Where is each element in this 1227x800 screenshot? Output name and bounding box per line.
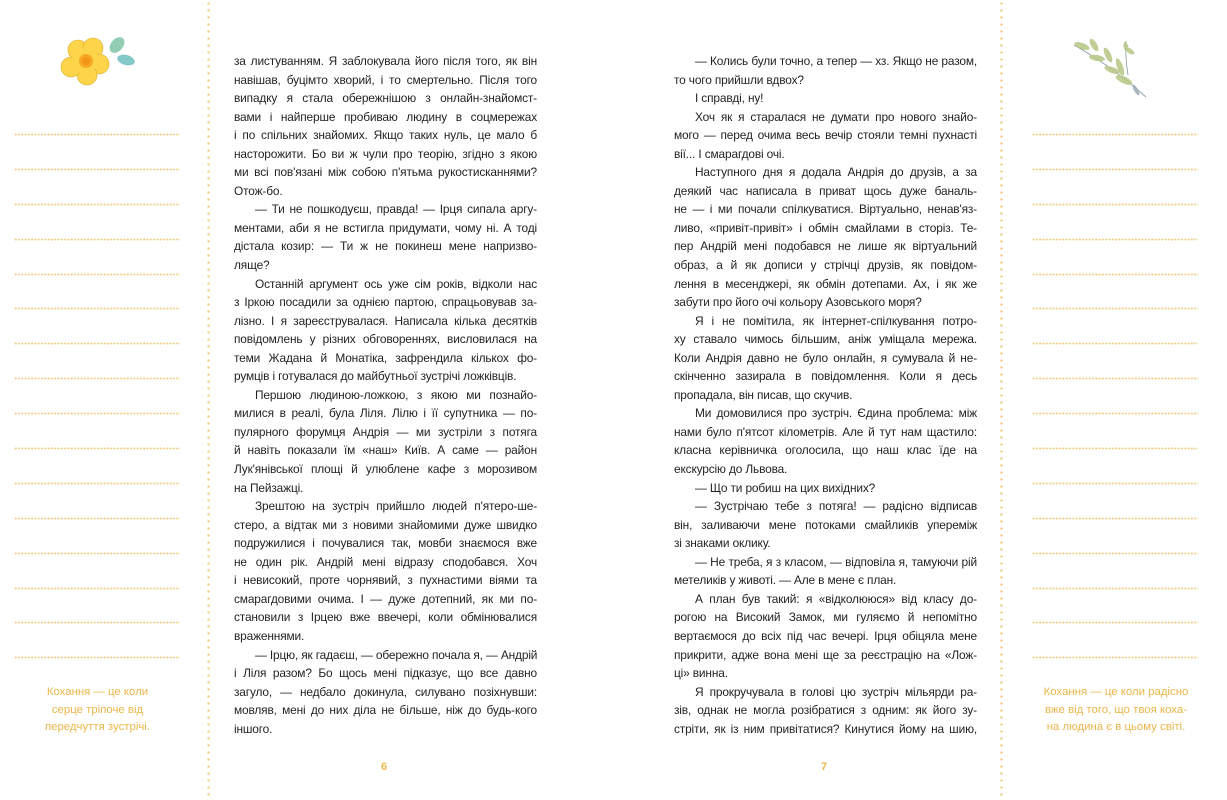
text-line: — Зустрічаю тебе з потяга! — радісно відписав bbox=[695, 499, 977, 514]
dotted-rule bbox=[1032, 656, 1198, 659]
text-line: за листуванням. Я заблокувала його після того, як він bbox=[234, 54, 537, 68]
page-number-left: 6 bbox=[381, 761, 388, 773]
text-line: Зрештою на зустріч прийшло людей п'ятеро-ше- bbox=[255, 499, 537, 514]
text-line: нами було п'ятсот кілометрів. Але й тут нам щастило: bbox=[674, 424, 977, 439]
text-line: — Ти не пошкодуєш, правда! — Ірця сипала аргу- bbox=[255, 202, 537, 217]
green-sprig-icon bbox=[1070, 35, 1155, 100]
text-line: Хоч як я старалася не думати про нового знайо- bbox=[695, 109, 977, 124]
text-line: стеро, а відтак ми з новими знайомими дуже швидко bbox=[234, 517, 537, 532]
text-line: й навіть показали їм «наш» Київ. А саме — район bbox=[234, 443, 537, 458]
text-line: навішав, буцімто хворий, і то смертельно. Після того bbox=[234, 72, 537, 87]
text-line: пропадала, він писав, що скучив. bbox=[674, 387, 853, 402]
text-line: ці» винна. bbox=[674, 666, 728, 681]
text-line: рогою на Високий Замок, ми гуляємо й непомітно bbox=[674, 610, 977, 625]
dotted-rule bbox=[1032, 587, 1198, 590]
dotted-rule bbox=[1032, 552, 1198, 555]
dotted-rule bbox=[1032, 168, 1198, 171]
text-line: — Ірцю, як гадаєш, — обережно почала я, — Андрій bbox=[255, 647, 537, 662]
text-line: не — і ми почали спілкуватися. Віртуально, ненав'яз- bbox=[674, 202, 977, 217]
text-line: Отож-бо. bbox=[234, 183, 283, 198]
text-line: румців і готувалася до майбутньої зустрічі ложківців. bbox=[234, 369, 517, 384]
text-line: на Пейзажці. bbox=[234, 480, 304, 495]
text-line: подружилися і почувалися так, мовби знаємося вже bbox=[234, 536, 537, 551]
quote-line: Кохання — це коли bbox=[46, 686, 149, 698]
text-line: класна керівничка оголосила, що наш клас їде на bbox=[674, 443, 977, 458]
text-line: ми всі пов'язані між собою п'ятьма рукостисканнями? bbox=[234, 165, 537, 180]
quote-line: Кохання — це коли радісно bbox=[1043, 686, 1189, 698]
text-line: загуло, — недбало докинула, силувано позіхнувши: bbox=[234, 684, 537, 699]
dotted-rule bbox=[1032, 203, 1198, 206]
text-line: образ, а й як дописи у стрічці друзів, як повідом- bbox=[674, 258, 977, 273]
margin-quote-right bbox=[1026, 684, 1206, 737]
quote-line: передчуття зустрічі. bbox=[44, 721, 151, 734]
text-line: вії... І смарагдові очі. bbox=[674, 146, 785, 161]
dotted-rule bbox=[1032, 307, 1198, 310]
text-line: випадку я стала обережнішою з онлайн-знайомст- bbox=[234, 91, 537, 106]
text-line: Коли Андрія давно не було онлайн, я сумувала й не- bbox=[674, 350, 977, 365]
text-line: ляще? bbox=[234, 258, 270, 273]
text-line: Ми домовилися про зустріч. Єдина проблема: між bbox=[695, 406, 977, 421]
text-line: милися в реалі, була Ліля. Лілю і її супутника — по- bbox=[234, 406, 537, 421]
text-line: екскурсію до Львова. bbox=[674, 462, 788, 477]
text-line: ху ставало чимось більшим, аніж уміщала мережа. bbox=[674, 332, 977, 347]
text-line: мовляв, мені до них діла не більше, ніж до будь-кого bbox=[234, 703, 537, 718]
text-line: він, заливаючи мене потоками смайликів упереміж bbox=[674, 517, 977, 532]
text-line: зів, однак не могла розібратися з одним: як його зу- bbox=[674, 703, 977, 718]
text-line: Я прокручувала в голові цю зустріч мільярди ра- bbox=[695, 684, 977, 699]
text-line: повідомлень у різних обговореннях, висловилася на bbox=[234, 332, 537, 347]
text-line: скінченно зазирала в повідомлення. Коли я десь bbox=[674, 369, 977, 384]
text-line: Наступного дня я додала Андрія до друзів, а за bbox=[695, 165, 977, 180]
text-line: і невисокий, проте чорнявий, з пухнастими віями та bbox=[234, 573, 537, 588]
text-line: Останній аргумент ось уже сім років, відколи нас bbox=[255, 276, 537, 291]
dotted-rule bbox=[1032, 447, 1198, 450]
text-line: і Ліля разом? Бо щось мені підказує, що все давно bbox=[234, 666, 537, 681]
text-line: дістала козир: — Ти ж не покинеш мене напризво- bbox=[234, 239, 537, 254]
dotted-rule bbox=[1032, 238, 1198, 241]
text-line: пулярного форумця Андрія — ми зустріли з потяга bbox=[234, 424, 537, 439]
text-line: становили з Ірцею вже ввечері, коли обмінювалися bbox=[234, 610, 537, 625]
ruled-note-lines bbox=[1032, 133, 1198, 691]
text-line: метеликів у животі. — Але в мене є план. bbox=[674, 573, 897, 588]
text-line: не один рік. Андрій мені відразу сподобався. Хоч bbox=[234, 554, 537, 569]
dotted-rule bbox=[1032, 133, 1198, 136]
dotted-rule bbox=[1032, 412, 1198, 415]
dotted-rule bbox=[1032, 273, 1198, 276]
text-line: насторожити. Бо ви ж чули про теорію, згідно з якою bbox=[234, 146, 537, 161]
text-line: лізно. І я зареєструвалася. Написала кілька десятків bbox=[234, 313, 537, 328]
quote-line: на людина є в цьому світі. bbox=[1046, 721, 1186, 734]
text-line: стріти, як із ним привітатися? Кинутися йому на шию, bbox=[674, 721, 977, 736]
text-line: ливо, «привіт-привіт» і обмін смайлами в сторіз. Те- bbox=[674, 220, 977, 235]
quote-line: вже від того, що твоя коха- bbox=[1045, 703, 1187, 716]
quote-line: серце тріпоче від bbox=[51, 703, 144, 716]
page-number-right: 7 bbox=[821, 761, 828, 773]
dotted-rule bbox=[1032, 342, 1198, 345]
text-line: — Колись були точно, а тепер — хз. Якщо не разом, bbox=[695, 54, 977, 68]
text-line: теми Жадана й Монатіка, зафрендила кількох фо- bbox=[234, 350, 537, 365]
text-line: з Іркою посадили за однією партою, спрацьовував за- bbox=[234, 295, 537, 310]
dotted-rule bbox=[1032, 377, 1198, 380]
text-line: — Не треба, я з класом, — відповіла я, тамуючи рій bbox=[695, 554, 977, 569]
text-line: — Що ти робиш на цих вихідних? bbox=[695, 480, 876, 495]
text-line: забути про його очі кольору Азовського моря? bbox=[674, 295, 922, 310]
text-line: вертаємося до всіх під час вечері. Ірця обіцяла мене bbox=[674, 628, 977, 643]
text-line: враженнями. bbox=[234, 628, 305, 643]
text-line: то чого прийшли вдвох? bbox=[674, 72, 804, 87]
text-line: вами і найперше пробиваю людину в соцмережах bbox=[234, 109, 537, 124]
text-line: зі знаками оклику. bbox=[674, 536, 771, 551]
text-line: прикрити, адже вона мені ще за реєстрацію на «Лож- bbox=[674, 647, 977, 662]
dotted-rule bbox=[1032, 517, 1198, 520]
dotted-rule bbox=[1032, 482, 1198, 485]
text-line: деякий час написала в приват щось дуже баналь- bbox=[674, 183, 977, 198]
text-line: А план був такий: я «відколююся» від класу до- bbox=[695, 591, 977, 606]
text-line: Першою людиною-ложкою, з якою ми познайо- bbox=[255, 387, 537, 402]
text-line: І справді, ну! bbox=[695, 91, 764, 106]
text-line: іншого. bbox=[234, 721, 273, 736]
text-line: Я і не помітила, як інтернет-спілкування потро- bbox=[695, 313, 977, 328]
text-line: ментами, аби я не встигла придумати, чому ні. А тоді bbox=[234, 220, 537, 235]
text-line: пер Андрій мені подобався не лише як віртуальний bbox=[674, 239, 977, 254]
text-line: смарагдовими очима. І — дуже дотепний, як ми по- bbox=[234, 591, 537, 606]
text-line: мого — перед очима весь вечір стояли темні пухнасті bbox=[674, 128, 977, 143]
text-line: і по спільних знайомих. Якщо таких нуль, це мало б bbox=[234, 128, 537, 143]
text-line: Лук'янівської площі й улюблене кафе з морозивом bbox=[234, 462, 537, 477]
dotted-rule bbox=[1032, 621, 1198, 624]
text-line: лення в месенджері, як обмін дотепами. Ах, і як же bbox=[674, 276, 977, 291]
